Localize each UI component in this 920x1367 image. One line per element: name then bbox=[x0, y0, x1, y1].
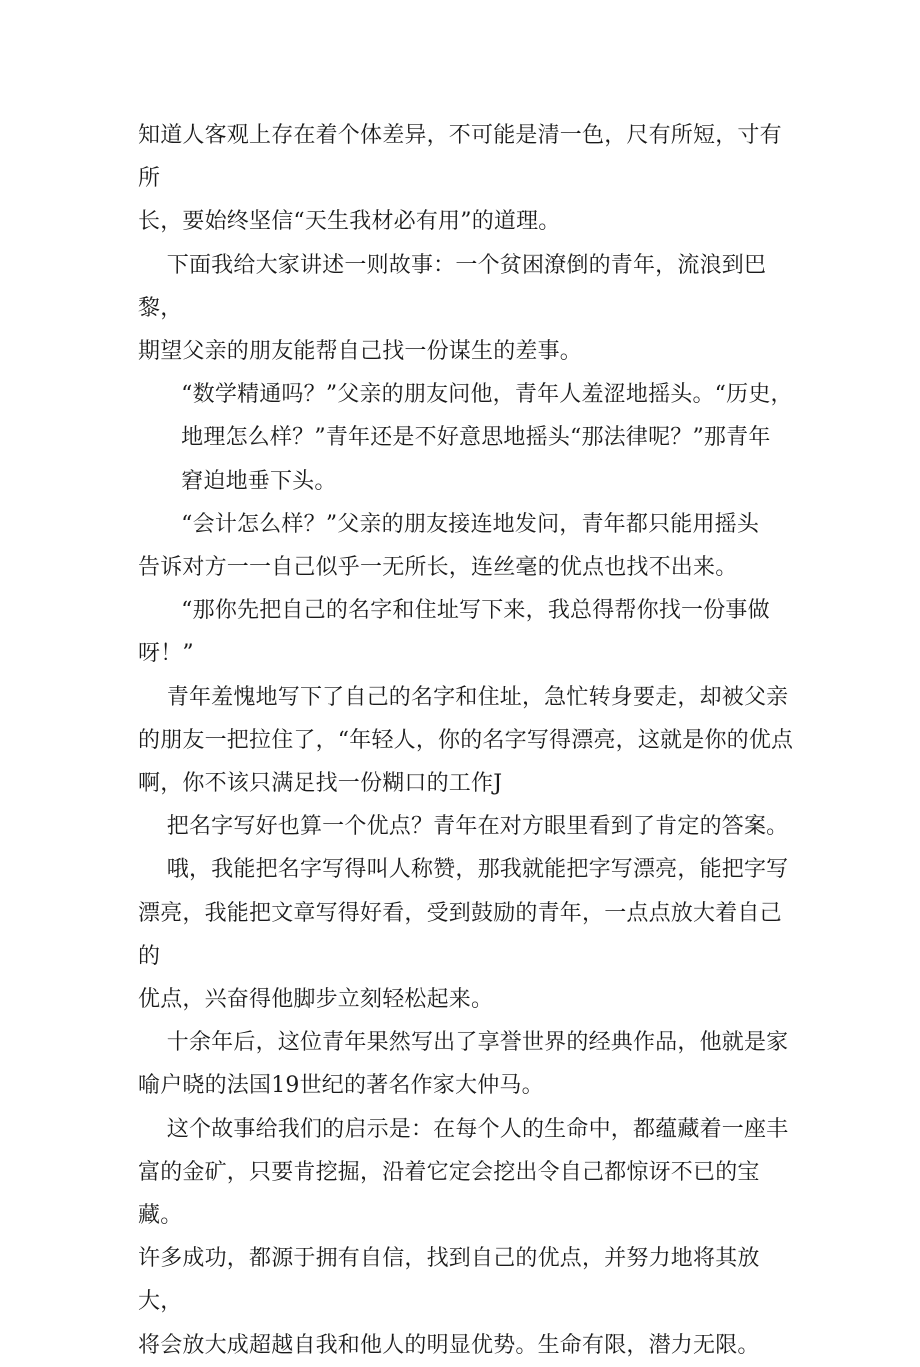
paragraph-1: 知道人客观上存在着个体差异，不可能是清一色，尺有所短，寸有所 长，要始终坚信“天生我材必有用”的道理。 bbox=[138, 123, 782, 235]
paragraph-3: “数学精通吗？”父亲的朋友问他，青年人羞涩地摇头。“历史， 地理怎么样？”青年还是不好意思地摇头“那法律呢？”那青年 窘迫地垂下头。 bbox=[181, 382, 793, 494]
paragraph-10: 这个故事给我们的启示是：在每个人的生命中，都蕴藏着一座丰 富的金矿，只要肯挖掘，沿着它定会挖出令自己都惊讶不已的宝藏。 许多成功，都源于拥有自信，找到自己的优点，并努力地将其放大， 将会放大成超越自我和他人的明显优势。生命有限，潜力无限。 bbox=[138, 1116, 789, 1358]
paragraph-2: 下面我给大家讲述一则故事：一个贫困潦倒的青年，流浪到巴黎， 期望父亲的朋友能帮自己找一份谋生的差事。 bbox=[138, 252, 767, 365]
paragraph-5: “那你先把自己的名字和住址写下来，我总得帮你找一份事做 呀！” bbox=[138, 598, 770, 667]
paragraph-7: 把名字写好也算一个优点？青年在对方眼里看到了肯定的答案。 bbox=[138, 814, 789, 840]
paragraph-9: 十余年后，这位青年果然写出了享誉世界的经典作品，他就是家 喻户晓的法国19世纪的著名作家大仲马。 bbox=[138, 1030, 789, 1099]
paragraph-6: 青年羞愧地写下了自己的名字和住址，急忙转身要走，却被父亲 的朋友一把拉住了，“年轻人，你的名字写得漂亮，这就是你的优点 啊，你不该只满足找一份糊口的工作J bbox=[138, 684, 794, 797]
paragraph-4: “会计怎么样？”父亲的朋友接连地发问，青年都只能用摇头 告诉对方一一自己似乎一无所长，连丝毫的优点也找不出来。 bbox=[138, 511, 760, 581]
paragraph-8: 哦，我能把名字写得叫人称赞，那我就能把字写漂亮，能把字写 漂亮，我能把文章写得好看，受到鼓励的青年，一点点放大着自己的 优点，兴奋得他脚步立刻轻松起来。 bbox=[138, 857, 789, 1013]
document-body bbox=[138, 114, 798, 1367]
